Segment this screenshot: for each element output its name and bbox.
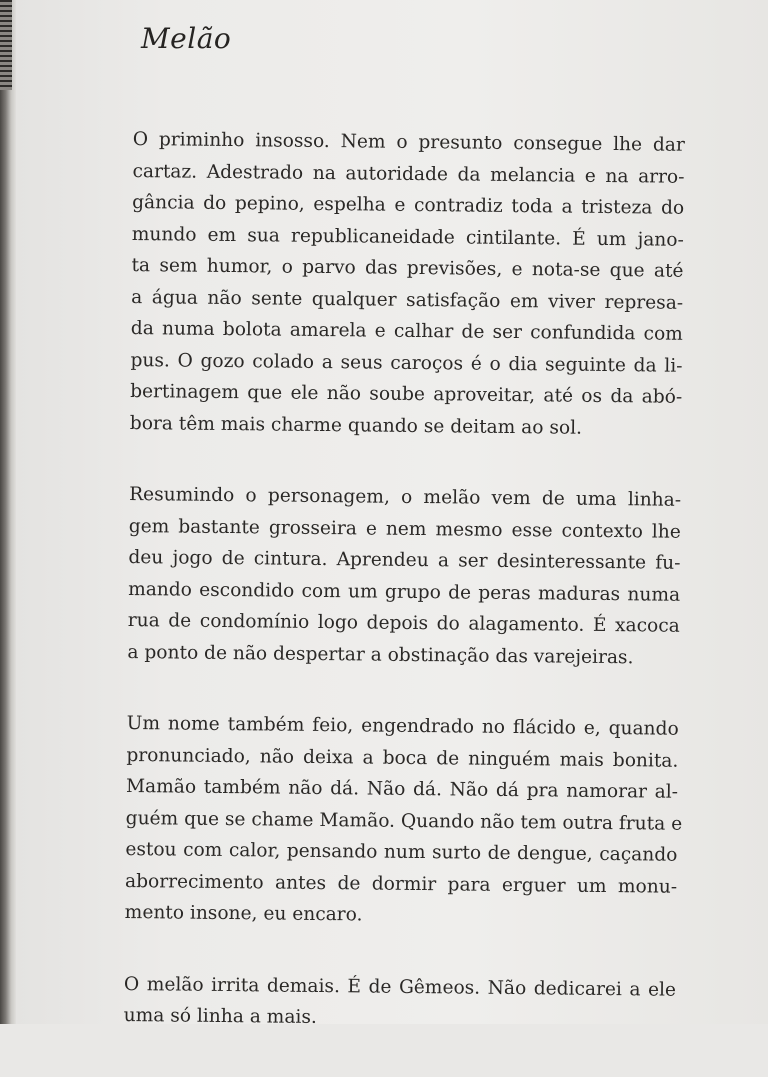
text-line: estou com calor, pensando num surto de dengue, caçando <box>125 838 678 866</box>
text-line: pus. O gozo colado a seus caroços é o dia seguinte da li- <box>130 349 683 377</box>
chapter-title: Melão <box>141 22 232 55</box>
text-line: deu jogo de cintura. Aprendeu a ser desinteressante fu- <box>128 546 681 574</box>
body-text <box>123 124 685 1077</box>
text-line: gem bastante grosseira e nem mesmo esse contexto lhe <box>128 515 681 543</box>
paragraph <box>130 124 685 445</box>
text-line: uma só linha a mais. <box>123 1004 317 1028</box>
text-line: mundo em sua republicaneidade cintilante. É um jano- <box>131 223 684 251</box>
paragraph <box>124 708 683 934</box>
text-line: ta sem humor, o parvo das previsões, e nota-se que até <box>131 254 684 282</box>
text-line: a ponto de não despertar a obstinação das varejeiras. <box>127 641 634 668</box>
text-line: Um nome também feio, engendrado no flácido e, quando <box>126 712 679 740</box>
text-line: O priminho insosso. Nem o presunto consegue lhe dar <box>132 128 685 156</box>
text-line: mento insone, eu encaro. <box>124 901 363 926</box>
text-line: Mamão também não dá. Não dá. Não dá pra namorar al- <box>125 775 679 803</box>
book-spine-edge <box>0 0 16 1024</box>
spine-binding-stripes <box>0 0 12 90</box>
paragraph <box>123 968 676 1037</box>
text-line: rua de condomínio logo depois do alagamento. É xacoca <box>127 609 680 637</box>
book-page <box>16 0 768 1028</box>
text-line: aborrecimento antes de dormir para erguer um monu- <box>124 870 678 898</box>
text-line: pronunciado, não deixa a boca de ninguém mais bonita. <box>126 744 679 772</box>
text-line: Resumindo o personagem, o melão vem de uma linha- <box>129 483 682 511</box>
text-line: O melão irrita demais. É de Gêmeos. Não dedicarei a ele <box>123 973 677 1001</box>
text-line: mando escondido com um grupo de peras maduras numa <box>128 578 681 606</box>
text-line: gância do pepino, espelha e contradiz toda a tristeza do <box>132 191 685 219</box>
paragraph <box>127 479 681 674</box>
text-line: guém que se chame Mamão. Quando não tem outra fruta e <box>125 807 683 835</box>
text-line: da numa bolota amarela e calhar de ser confundida com <box>130 317 683 345</box>
text-line: a água não sente qualquer satisfação em viver represa- <box>131 286 684 314</box>
text-line: bertinagem que ele não soube aproveitar, até os da abó- <box>130 380 683 408</box>
text-line: cartaz. Adestrado na autoridade da melancia e na arro- <box>132 160 685 188</box>
text-line: bora têm mais charme quando se deitam ao sol. <box>129 412 583 439</box>
